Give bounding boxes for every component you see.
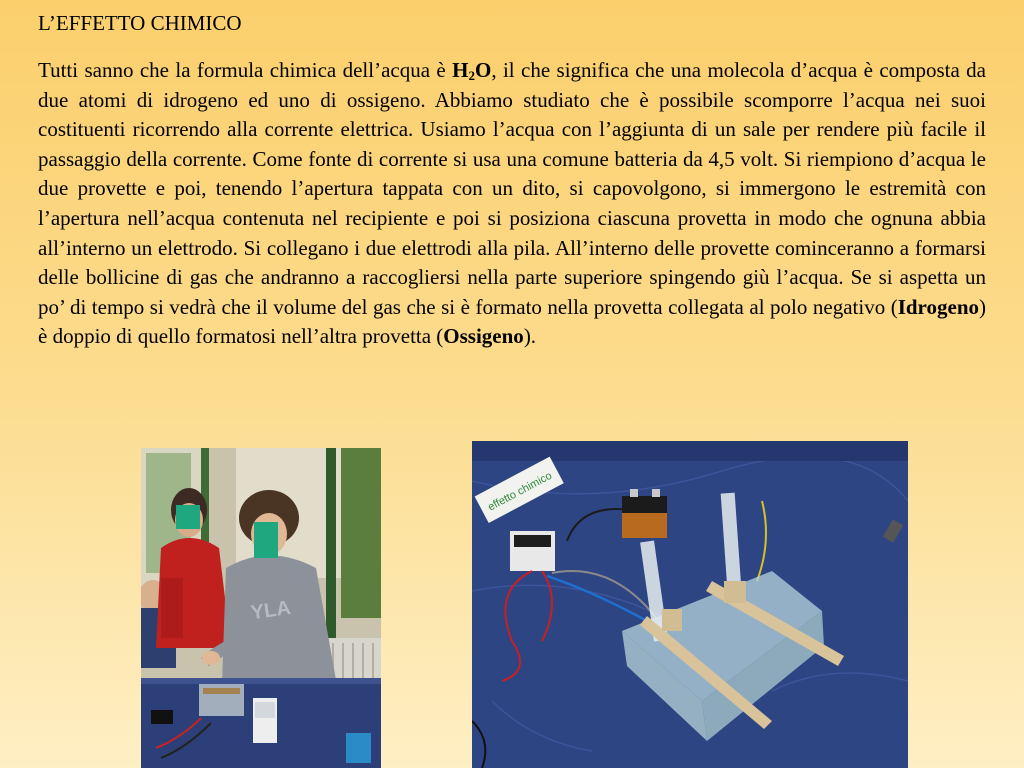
- formula-h2o: [452, 58, 491, 82]
- slide-title: L’EFFETTO CHIMICO: [38, 11, 242, 35]
- body-paragraph: [38, 56, 986, 352]
- formula-h: H: [452, 58, 469, 82]
- text-part-3: ) è doppio di quello formatosi nell’altra provetta (: [38, 294, 986, 349]
- text-part-1: Tutti sanno che la formula chimica dell’acqua è: [38, 58, 453, 82]
- electrolysis-apparatus-photo: [472, 441, 908, 768]
- formula-o: O: [474, 58, 492, 82]
- hydrogen-term: Idrogeno: [897, 294, 979, 319]
- sign-text: effetto chimico: [485, 469, 555, 514]
- oxygen-term: Ossigeno: [443, 324, 524, 349]
- svg-text:YLA: YLA: [249, 596, 293, 625]
- formula-subscript: 2: [468, 68, 475, 83]
- text-part-2: , il che significa che una molecola d’acqua è composta da due atomi di idrogeno ed uno di ossigeno. Abbiamo studiato che è possibile scomporre l’acqua nei suoi costituenti ricorrendo alla corrente elettrica. Usiamo l’acqua con l’aggiunta di un sale per rendere più facile il passaggio della corrente. Come fonte di corrente si usa una comune batteria da 4,5 volt. Si riempiono d’acqua le due provette e poi, tenendo l’apertura tappata con un dito, si capovolgono, si immergono le estremità con l’apertura nell’acqua contenuta nel recipiente e poi si posiziona ciascuna provetta in modo che ognuna abbia all’interno un elettrodo. Si collegano i due elettrodi alla pila. All’interno delle provette cominceranno a formarsi delle bollicine di gas che andranno a raccogliersi nella parte superiore spingendo giù l’acqua. Se si aspetta un po’ di tempo si vedrà che il volume del gas che si è formato nella provetta collegata al polo negativo (: [38, 58, 987, 319]
- text-part-4: ).: [523, 324, 537, 349]
- students-experiment-photo: [141, 448, 381, 768]
